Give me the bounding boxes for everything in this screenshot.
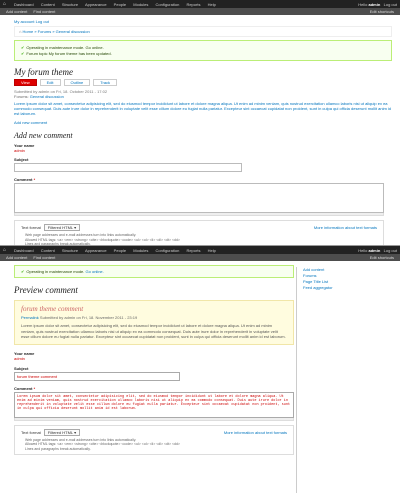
toolbar-item-dashboard[interactable]: Dashboard [14, 1, 34, 7]
shortcut-bar [0, 8, 400, 15]
toolbar-item-configuration[interactable]: Configuration [155, 1, 180, 7]
main-content [14, 265, 294, 455]
toolbar-item-reports[interactable]: Reports [186, 247, 201, 253]
status-text: Forum topic My forum theme has been updated. [26, 51, 112, 56]
toolbar-item-structure[interactable]: Structure [61, 1, 79, 7]
tab-edit[interactable]: Edit [40, 79, 61, 86]
text-format-select[interactable] [44, 429, 80, 436]
sidebar-item-feed-aggregator[interactable]: Feed aggregator [303, 285, 333, 290]
format-tip: Allowed HTML tags: <a> <em> <strong> <cite> <blockquote> <code> <ul> <ol> <li> <dl> <dt> <dd> [25, 442, 180, 446]
comment-label-text: Comment [14, 385, 33, 391]
admin-toolbar [0, 0, 400, 8]
forum-link[interactable]: General discussion [29, 94, 64, 99]
text-format-label: Text format [21, 225, 41, 230]
subject-input[interactable]: forum theme comment [14, 372, 180, 381]
sidebar-item-page-title-list[interactable]: Page Title List [303, 279, 329, 284]
subject-label: Subject [14, 157, 29, 162]
required-marker: * [33, 177, 36, 182]
forum-topic-screen [0, 0, 400, 245]
toolbar-item-help[interactable]: Help [207, 1, 216, 7]
hello-text: Hello [358, 1, 369, 7]
toolbar-menu [14, 248, 222, 253]
check-icon: ✔ [21, 51, 25, 56]
status-message [21, 45, 385, 50]
status-message [21, 51, 385, 56]
check-icon: ✔ [21, 45, 25, 50]
status-text: Operating in maintenance mode. [26, 269, 86, 274]
username-link[interactable]: admin [368, 1, 381, 7]
username-link[interactable]: admin [368, 247, 381, 253]
toolbar-item-people[interactable]: People [113, 1, 127, 7]
user-links[interactable]: My account Log out [14, 19, 49, 24]
textarea-resize-handle[interactable] [14, 213, 384, 216]
node-tabs [14, 79, 392, 86]
toolbar-item-appearance[interactable]: Appearance [84, 1, 107, 7]
text-format-row [21, 429, 287, 436]
toolbar-item-modules[interactable]: Modules [133, 1, 149, 7]
format-tip: Web page addresses and e-mail addresses turn into links automatically. [25, 437, 137, 442]
toolbar-user [358, 248, 397, 253]
logout-link[interactable]: Log out [383, 247, 397, 253]
format-tips [21, 438, 287, 452]
toolbar-item-structure[interactable]: Structure [61, 247, 79, 253]
breadcrumb-text[interactable]: Home » Forums » General discussion [22, 29, 90, 34]
text-format-select[interactable] [44, 224, 80, 231]
your-name-label: Your name [14, 350, 35, 356]
toolbar-item-dashboard[interactable]: Dashboard [14, 247, 34, 253]
shortcut-add-content[interactable]: Add content [6, 255, 28, 260]
format-tip: Allowed HTML tags: <a> <em> <strong> <cite> <blockquote> <code> <ul> <ol> <li> <dl> <dt> <dd> [25, 237, 180, 242]
text-format-help-link[interactable]: More information about text formats [223, 429, 287, 435]
tab-track[interactable]: Track [93, 79, 117, 86]
status-text: Operating in maintenance mode. Go online. [26, 45, 104, 50]
toolbar-item-appearance[interactable]: Appearance [84, 247, 107, 253]
toolbar-item-people[interactable]: People [113, 247, 127, 253]
preview-submitted: Submitted by admin on Fri, 18. November 2011 - 23:19 [38, 315, 138, 320]
comment-label-text: Comment [14, 177, 33, 182]
format-tip: Lines and paragraphs break automatically. [25, 242, 91, 245]
edit-shortcuts-link[interactable]: Edit shortcuts [369, 9, 394, 14]
home-icon[interactable]: ⌂ [3, 0, 7, 7]
preview-body: Lorem ipsum dolor sit amet, consectetur adipisicing elit, sed do eiusmod tempor incididunt ut labore et dolore magna aliqua. Ut enim ad minim veniam, quis nostrud exercitation ullamco laboris nisi ut aliquip ex ea commodo consequat. Duis aute irure dolor in reprehenderit in voluptate velit esse cillum dolore eu fugiat nulla pariatur. Excepteur sint occaecat cupidatat non proident, sunt in culpa qui officia deserunt mollit anim id est laborum. [21, 323, 286, 339]
comment-textarea[interactable]: Lorem ipsum dolor sit amet, consectetur adipisicing elit, sed do eiusmod tempor incididunt ut labore et dolore magna aliqua. Ut enim ad minim veniam, quis nostrud exercitation ullamco laboris nisi ut aliquip ex ea commodo consequat. Duis aute irure dolor in reprehenderit in voluptate velit esse cillum dolore eu fugiat nulla pariatur. Excepteur sint occaecat cupidatat non proident, sunt in culpa qui officia deserunt mollit anim id est laborum. [14, 392, 294, 418]
comment-label [14, 386, 294, 391]
breadcrumb [14, 26, 392, 37]
format-tip: Lines and paragraphs break automatically. [25, 446, 91, 451]
add-comment-link[interactable]: Add new comment [14, 120, 48, 125]
home-icon[interactable]: ⌂ [3, 246, 7, 253]
main-content [0, 15, 400, 245]
comment-preview [14, 300, 294, 345]
shortcut-add-content[interactable]: Add content [6, 9, 28, 14]
text-format-value: Filtered HTML [47, 225, 73, 230]
tab-outline[interactable]: Outline [64, 79, 91, 86]
toolbar-item-content[interactable]: Content [40, 1, 55, 7]
toolbar-user [358, 2, 397, 7]
tab-view[interactable]: View [14, 79, 37, 86]
sidebar-item-add-content[interactable]: Add content [303, 267, 325, 272]
page-title: My forum theme [14, 67, 73, 77]
breadcrumb-home-icon[interactable]: ⌂ [19, 29, 22, 34]
add-comment-title: Add new comment [14, 131, 73, 140]
text-format-row [21, 224, 377, 231]
text-format-value: Filtered HTML [47, 429, 73, 435]
subject-input[interactable] [14, 163, 242, 172]
your-name-value[interactable]: admin [14, 148, 25, 153]
hello-text: Hello [358, 247, 369, 253]
text-format-label: Text format [21, 429, 41, 435]
preview-meta [21, 315, 287, 320]
shortcut-bar [0, 254, 400, 261]
shortcut-find-content[interactable]: Find content [33, 9, 56, 14]
preview-comment-screen [0, 246, 400, 493]
text-format-help-link[interactable]: More information about text formats [313, 225, 377, 230]
preview-comment-title[interactable]: forum theme comment [21, 305, 84, 313]
status-messages [14, 40, 392, 61]
permalink-link[interactable]: Permalink [21, 315, 39, 320]
your-name-value[interactable]: admin [14, 355, 25, 361]
forum-field [14, 94, 392, 99]
edit-shortcuts-link[interactable]: Edit shortcuts [369, 255, 394, 260]
toolbar-item-reports[interactable]: Reports [186, 1, 201, 7]
status-message [14, 265, 294, 278]
your-name-label: Your name [14, 143, 35, 148]
toolbar-item-modules[interactable]: Modules [133, 247, 149, 253]
submitted-info: Submitted by admin on Fri, 18. October 2011 - 17:02 [14, 89, 108, 94]
toolbar-item-content[interactable]: Content [40, 247, 55, 253]
textarea-resize-handle[interactable] [14, 418, 294, 421]
toolbar-item-help[interactable]: Help [207, 247, 216, 253]
sidebar-item-forums[interactable]: Forums [303, 273, 317, 278]
format-tip: Web page addresses and e-mail addresses turn into links automatically. [25, 233, 137, 237]
chevron-down-icon: ▾ [74, 429, 77, 435]
subject-label: Subject [14, 365, 29, 371]
toolbar-menu [14, 2, 222, 7]
logout-link[interactable]: Log out [383, 1, 397, 7]
admin-toolbar [0, 246, 400, 254]
topic-body: Lorem ipsum dolor sit amet, consectetur adipisicing elit, sed do eiusmod tempor incididunt ut labore et dolore magna aliqua. Ut enim ad minim veniam, quis nostrud exercitation ullamco laboris nisi ut aliquip ex ea commodo consequat. Duis aute irure dolor in reprehenderit in voluptate velit esse cillum dolore eu fugiat nulla pariatur. Excepteur sint occaecat cupidatat non proident, sunt in culpa qui officia deserunt mollit anim id est laborum. [14, 101, 392, 116]
shortcut-find-content[interactable]: Find content [33, 255, 56, 260]
forum-label: Forums: [14, 94, 30, 99]
page-title: Preview comment [14, 285, 78, 295]
comment-label [14, 177, 392, 182]
text-format-box [14, 220, 384, 245]
required-marker: * [33, 385, 36, 391]
chevron-down-icon: ▾ [74, 225, 77, 230]
toolbar-item-configuration[interactable]: Configuration [155, 247, 180, 253]
check-icon: ✔ [21, 269, 25, 274]
sidebar-navigation [296, 267, 400, 493]
text-format-box [14, 425, 294, 456]
go-online-link[interactable]: Go online. [85, 269, 104, 274]
comment-textarea[interactable] [14, 183, 384, 213]
format-tips [21, 233, 377, 245]
